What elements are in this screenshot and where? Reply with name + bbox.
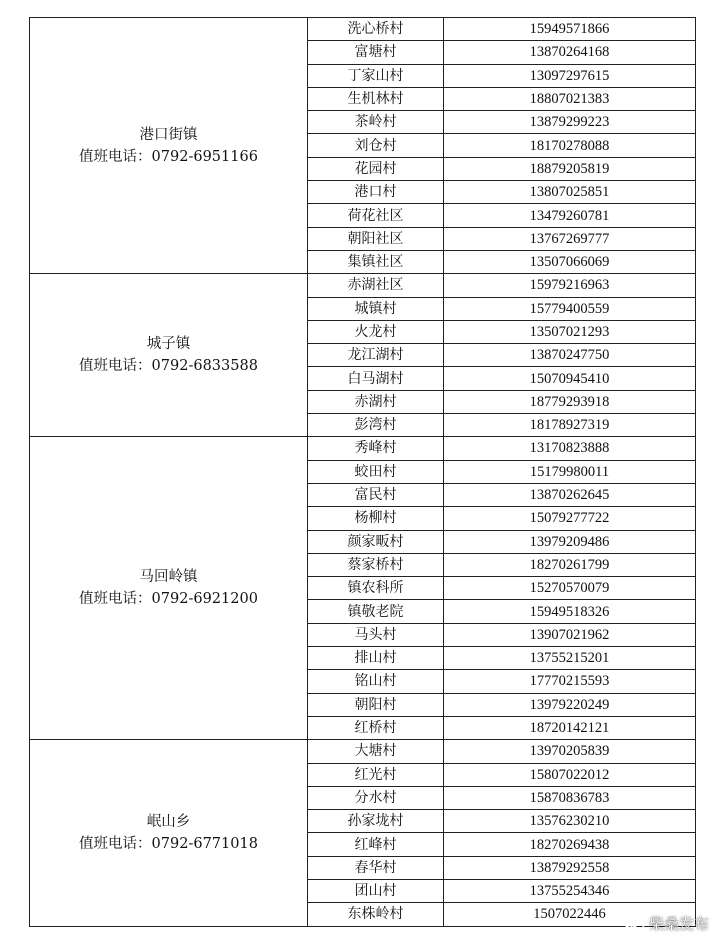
- table-row: [30, 274, 696, 297]
- watermark-text: 柴桑发布: [648, 915, 709, 933]
- village-name: 龙江湖村: [308, 344, 444, 367]
- village-phone: 13479260781: [444, 204, 696, 227]
- village-phone: 15807022012: [444, 763, 696, 786]
- village-name: 洗心桥村: [308, 18, 444, 41]
- village-name: 春华村: [308, 856, 444, 879]
- village-name: 马头村: [308, 623, 444, 646]
- village-phone: 15870836783: [444, 786, 696, 809]
- village-name: 花园村: [308, 157, 444, 180]
- village-phone: 18170278088: [444, 134, 696, 157]
- village-phone: 13755254346: [444, 879, 696, 902]
- village-phone: 15179980011: [444, 460, 696, 483]
- village-name: 丁家山村: [308, 64, 444, 87]
- village-phone: 13507021293: [444, 320, 696, 343]
- village-name: 红峰村: [308, 833, 444, 856]
- town-cell: [30, 740, 308, 926]
- town-cell: [30, 18, 308, 274]
- village-name: 城镇村: [308, 297, 444, 320]
- village-phone: 18720142121: [444, 716, 696, 739]
- wechat-icon: [623, 915, 645, 933]
- village-name: 火龙村: [308, 320, 444, 343]
- village-phone: 13979220249: [444, 693, 696, 716]
- village-phone: 13170823888: [444, 437, 696, 460]
- village-phone: 18779293918: [444, 390, 696, 413]
- village-phone: 13879292558: [444, 856, 696, 879]
- town-name: 马回岭镇: [139, 569, 198, 586]
- village-phone: 18178927319: [444, 414, 696, 437]
- village-phone: 15949571866: [444, 18, 696, 41]
- village-phone: 13097297615: [444, 64, 696, 87]
- table-row: [30, 437, 696, 460]
- village-name: 颜家畈村: [308, 530, 444, 553]
- table-row: [30, 18, 696, 41]
- town-name: 岷山乡: [146, 813, 191, 830]
- duty-phone: 值班电话：0792-6951166: [79, 148, 258, 165]
- village-phone: 15779400559: [444, 297, 696, 320]
- village-name: 刘仓村: [308, 134, 444, 157]
- village-name: 孙家垅村: [308, 810, 444, 833]
- village-name: 富塘村: [308, 41, 444, 64]
- village-name: 秀峰村: [308, 437, 444, 460]
- village-name: 镇敬老院: [308, 600, 444, 623]
- village-name: 港口村: [308, 181, 444, 204]
- village-name: 铭山村: [308, 670, 444, 693]
- duty-phone-table: [29, 17, 696, 927]
- village-phone: 15070945410: [444, 367, 696, 390]
- village-phone: 13767269777: [444, 227, 696, 250]
- town-name: 港口街镇: [139, 126, 198, 143]
- village-name: 镇农科所: [308, 577, 444, 600]
- duty-phone: 值班电话：0792-6771018: [79, 835, 258, 852]
- village-phone: 13807025851: [444, 181, 696, 204]
- town-name: 城子镇: [146, 336, 191, 353]
- table-body: [30, 18, 696, 927]
- village-name: 白马湖村: [308, 367, 444, 390]
- town-cell: [30, 274, 308, 437]
- village-phone: 13507066069: [444, 250, 696, 273]
- village-name: 蔡家桥村: [308, 553, 444, 576]
- village-phone: 18807021383: [444, 87, 696, 110]
- village-name: 红桥村: [308, 716, 444, 739]
- village-name: 生机林村: [308, 87, 444, 110]
- village-phone: 13979209486: [444, 530, 696, 553]
- village-name: 东株岭村: [308, 903, 444, 926]
- village-name: 红光村: [308, 763, 444, 786]
- village-name: 彭湾村: [308, 414, 444, 437]
- village-name: 大塘村: [308, 740, 444, 763]
- village-name: 集镇社区: [308, 250, 444, 273]
- village-phone: 15079277722: [444, 507, 696, 530]
- village-phone: 13870247750: [444, 344, 696, 367]
- village-name: 赤湖社区: [308, 274, 444, 297]
- village-phone: 13870262645: [444, 483, 696, 506]
- village-phone: 15979216963: [444, 274, 696, 297]
- village-name: 分水村: [308, 786, 444, 809]
- village-name: 蛟田村: [308, 460, 444, 483]
- village-phone: 13970205839: [444, 740, 696, 763]
- village-name: 赤湖村: [308, 390, 444, 413]
- village-phone: 15949518326: [444, 600, 696, 623]
- village-name: 朝阳村: [308, 693, 444, 716]
- village-phone: 13755215201: [444, 647, 696, 670]
- village-name: 杨柳村: [308, 507, 444, 530]
- village-phone: 13907021962: [444, 623, 696, 646]
- village-name: 富民村: [308, 483, 444, 506]
- village-phone: 18270261799: [444, 553, 696, 576]
- village-phone: 13870264168: [444, 41, 696, 64]
- village-name: 团山村: [308, 879, 444, 902]
- village-name: 朝阳社区: [308, 227, 444, 250]
- village-phone: 18270269438: [444, 833, 696, 856]
- village-phone: 18879205819: [444, 157, 696, 180]
- village-phone: 17770215593: [444, 670, 696, 693]
- town-cell: [30, 437, 308, 740]
- village-name: 荷花社区: [308, 204, 444, 227]
- village-name: 茶岭村: [308, 111, 444, 134]
- village-phone: 1507022446: [444, 903, 696, 926]
- table-row: [30, 740, 696, 763]
- watermark: [623, 913, 709, 934]
- duty-phone: 值班电话：0792-6833588: [79, 358, 258, 375]
- village-phone: 13879299223: [444, 111, 696, 134]
- village-name: 排山村: [308, 647, 444, 670]
- village-phone: 15270570079: [444, 577, 696, 600]
- duty-phone: 值班电话：0792-6921200: [79, 591, 258, 608]
- village-phone: 13576230210: [444, 810, 696, 833]
